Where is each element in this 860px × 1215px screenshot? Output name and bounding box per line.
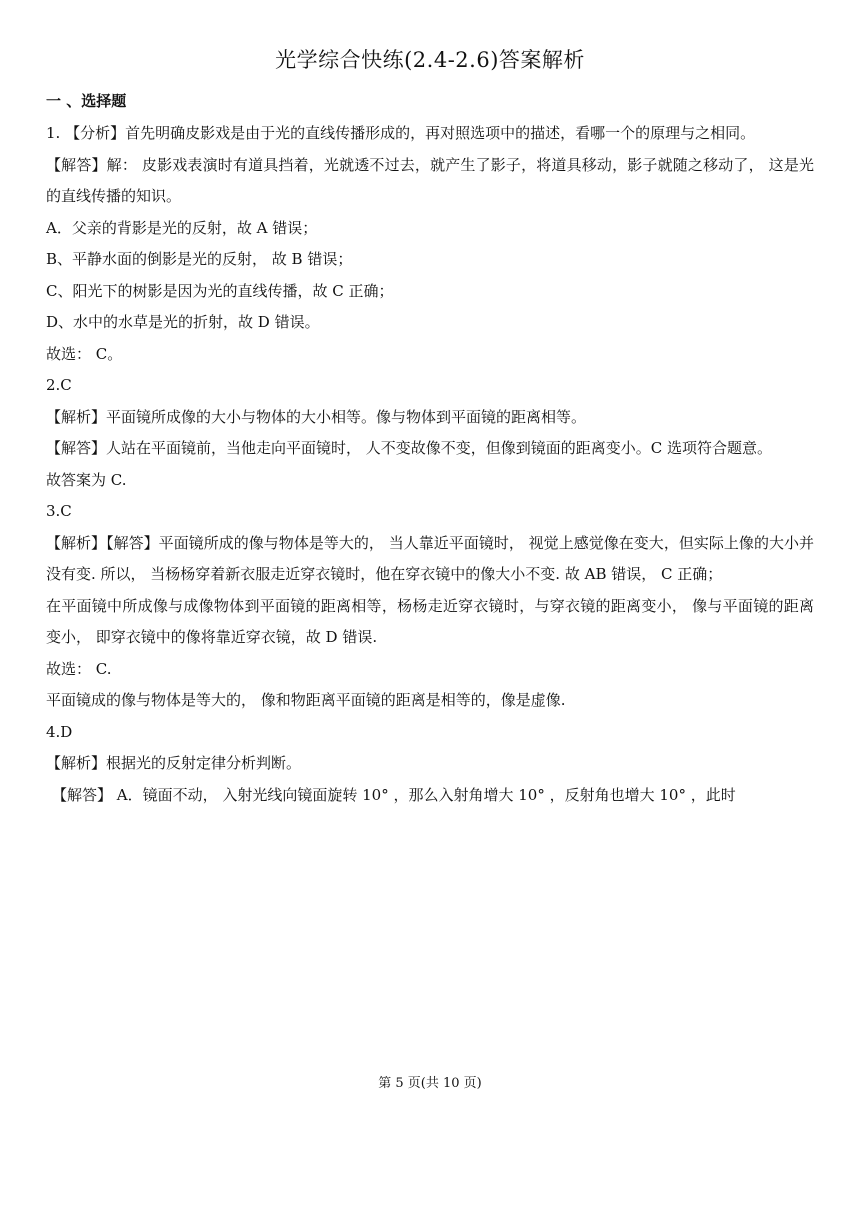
paragraph: 【解答】 A．镜面不动， 入射光线向镜面旋转 10° ，那么入射角增大 10° ，反射角也增大 10° ，此时 <box>52 785 736 804</box>
paragraph: 【解析】【解答】平面镜所成的像与物体是等大的， 当人靠近平面镜时， 视觉上感觉像在变大，但实际上像的大小并没有变. 所以， 当杨杨穿着新衣服走近穿衣镜时，他在穿衣镜中的像大小不变. 故 AB 错误， C 正确； <box>46 533 814 583</box>
page-title: 光学综合快练(2.4-2.6)答案解析 <box>275 48 585 72</box>
paragraph: 【解析】平面镜所成像的大小与物体的大小相等。像与物体到平面镜的距离相等。 <box>46 407 587 426</box>
page-footer: 第 5 页(共 10 页) <box>378 1076 482 1091</box>
section-heading: 一 、选择题 <box>46 92 127 110</box>
answer-body <box>46 118 814 811</box>
paragraph: 【解析】根据光的反射定律分析判断。 <box>46 754 302 772</box>
paragraph: A．父亲的背影是光的反射，故 A 错误； <box>46 218 318 237</box>
paragraph: 故选： C。 <box>46 344 123 363</box>
paragraph: 故答案为 C. <box>46 470 127 489</box>
paragraph: C、阳光下的树影是因为光的直线传播，故 C 正确； <box>46 281 394 300</box>
paragraph: 1. 【分析】首先明确皮影戏是由于光的直线传播形成的，再对照选项中的描述，看哪一个的原理与之相同。 <box>46 124 756 142</box>
paragraph: B、平静水面的倒影是光的反射， 故 B 错误； <box>46 250 353 268</box>
paragraph: 【解答】解： 皮影戏表演时有道具挡着，光就透不过去，就产生了影子，将道具移动，影子就随之移动了， 这是光的直线传播的知识。 <box>46 155 814 205</box>
paragraph: D、水中的水草是光的折射，故 D 错误。 <box>46 313 320 331</box>
paragraph: 4.D <box>46 722 73 741</box>
paragraph: 故选： C. <box>46 659 112 678</box>
paragraph: 2.C <box>46 376 72 394</box>
paragraph: 3.C <box>46 502 72 520</box>
paragraph: 在平面镜中所成像与成像物体到平面镜的距离相等，杨杨走近穿衣镜时，与穿衣镜的距离变小， 像与平面镜的距离变小， 即穿衣镜中的像将靠近穿衣镜，故 D 错误. <box>46 596 814 646</box>
paragraph: 【解答】人站在平面镜前，当他走向平面镜时， 人不变故像不变，但像到镜面的距离变小。C 选项符合题意。 <box>46 439 773 457</box>
paragraph: 平面镜成的像与物体是等大的， 像和物距离平面镜的距离是相等的，像是虚像. <box>46 691 566 709</box>
